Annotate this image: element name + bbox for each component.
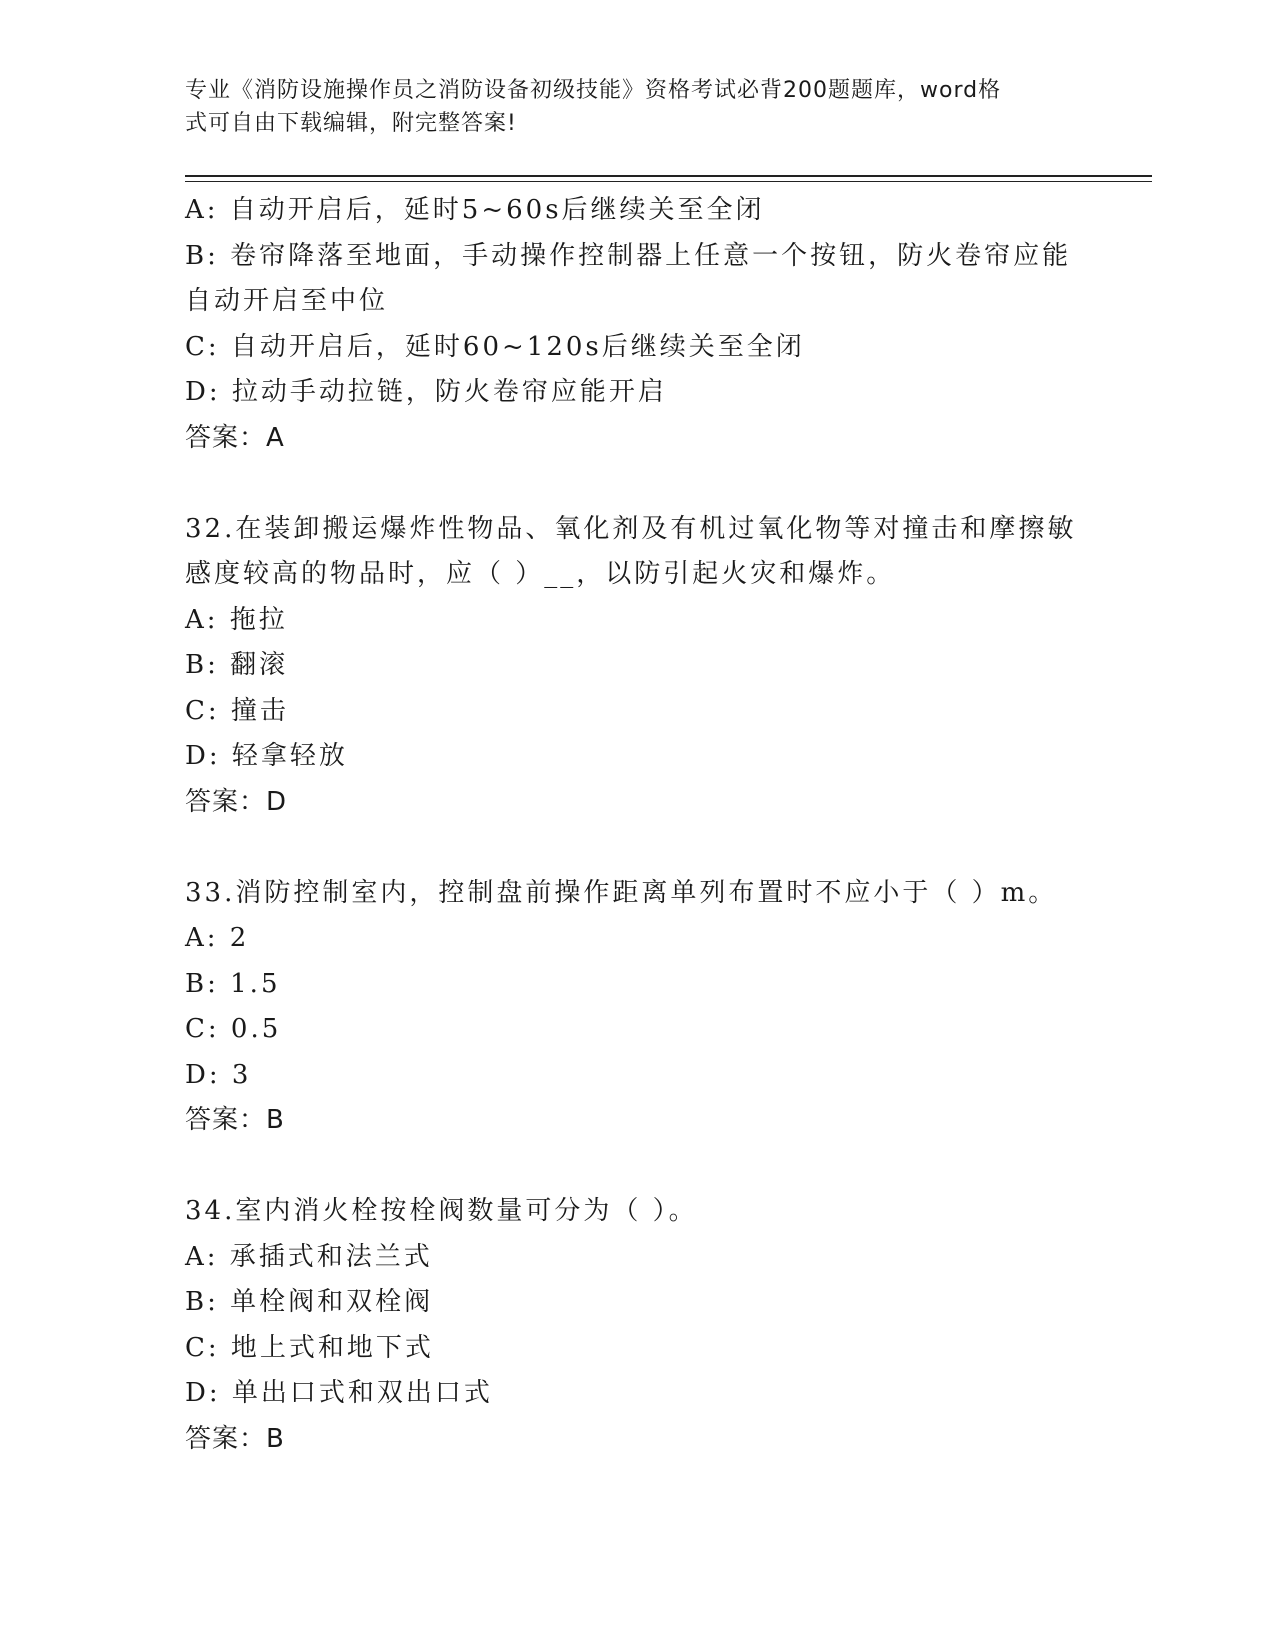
question-list xyxy=(185,188,1085,1462)
header-title-line-1: 专业《消防设施操作员之消防设备初级技能》资格考试必背200题题库，word格 xyxy=(185,78,1002,103)
option-d: D: 轻拿轻放 xyxy=(185,741,348,771)
option-a: A: 承插式和法兰式 xyxy=(185,1241,433,1272)
spacer xyxy=(185,461,1085,507)
document-header xyxy=(185,74,1065,140)
question-stem: 34.室内消火栓按栓阀数量可分为（ ）。 xyxy=(185,1196,698,1226)
answer-label: 答案：A xyxy=(185,422,285,453)
option-d: D: 单出口式和双出口式 xyxy=(185,1378,493,1408)
option-c: C: 0.5 xyxy=(185,1014,282,1044)
answer-label: 答案：B xyxy=(185,1105,285,1135)
spacer xyxy=(185,825,1085,871)
option-b: B: 翻滚 xyxy=(185,650,289,680)
option-b: B: 1.5 xyxy=(185,968,281,999)
option-d: D: 3 xyxy=(185,1059,252,1090)
question-34 xyxy=(185,1189,1085,1462)
option-a: A: 自动开启后，延时5~60s后继续关至全闭 xyxy=(185,195,765,225)
header-title-line-2: 式可自由下载编辑，附完整答案! xyxy=(185,111,517,136)
question-31-continued xyxy=(185,188,1085,461)
option-b-continued: 自动开启至中位 xyxy=(185,286,389,316)
header-divider-thick xyxy=(185,175,1152,177)
question-33 xyxy=(185,871,1085,1144)
question-stem: 32.在装卸搬运爆炸性物品、氧化剂及有机过氧化物等对撞击和摩擦敏 xyxy=(185,513,1077,544)
option-a: A: 拖拉 xyxy=(185,604,288,635)
option-c: C: 自动开启后，延时60~120s后继续关至全闭 xyxy=(185,331,805,362)
answer-label: 答案：B xyxy=(185,1423,285,1454)
spacer xyxy=(185,1144,1085,1190)
option-c: C: 地上式和地下式 xyxy=(185,1332,434,1363)
option-b: B: 单栓阀和双栓阀 xyxy=(185,1287,434,1317)
question-stem-continued: 感度较高的物品时，应（ ）__，以防引起火灾和爆炸。 xyxy=(185,559,896,589)
question-32 xyxy=(185,507,1085,826)
option-a: A: 2 xyxy=(185,923,250,953)
header-divider-thin xyxy=(185,181,1152,182)
answer-label: 答案：D xyxy=(185,786,288,817)
question-stem: 33.消防控制室内，控制盘前操作距离单列布置时不应小于（ ）m。 xyxy=(185,877,1058,908)
option-d: D: 拉动手动拉链，防火卷帘应能开启 xyxy=(185,377,667,407)
option-c: C: 撞击 xyxy=(185,695,289,726)
option-b: B: 卷帘降落至地面，手动操作控制器上任意一个按钮，防火卷帘应能 xyxy=(185,240,1072,271)
